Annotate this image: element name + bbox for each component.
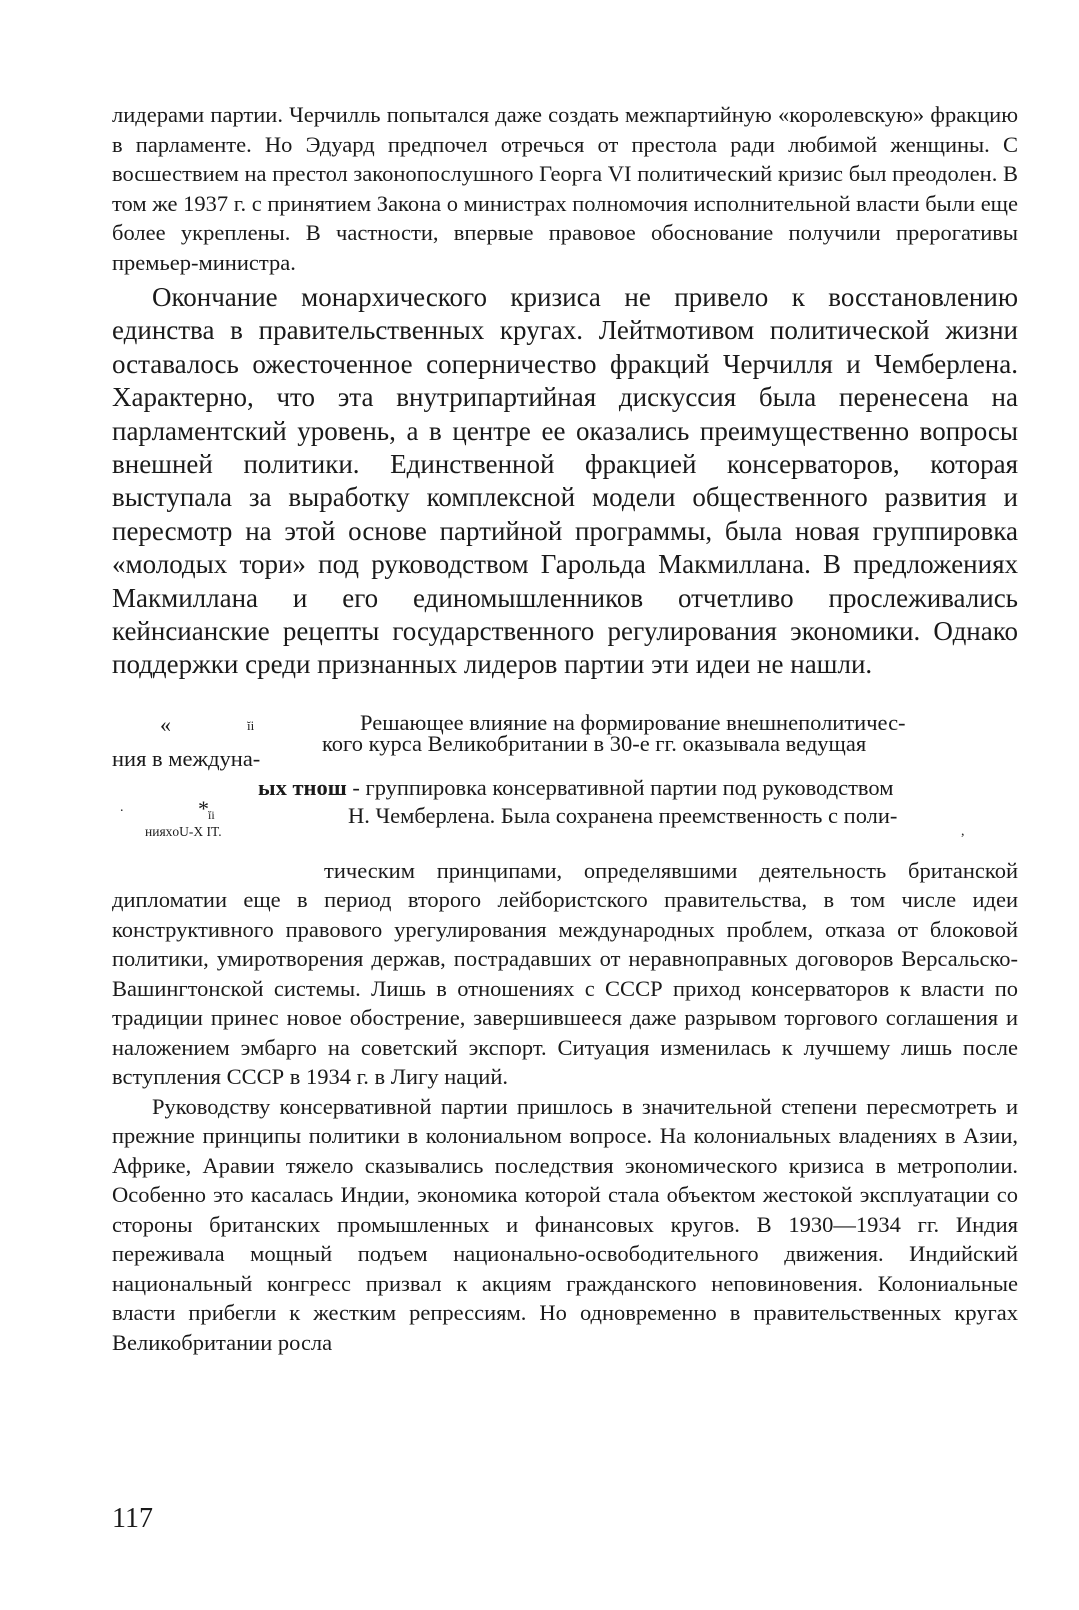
document-page: [112, 100, 1018, 1357]
paragraph-3-continued: тическим принципами, определявшими деятельность британской дипломатии еще в период второго лейбористского правительства, в том числе идеи конструктивного правового урегулирования международных проблем, отказа от блоковой политики, умиротворения держав, пострадавших от неравноправных договоров Версальско-Вашингтонской системы. Лишь в отношениях с СССР приход консерваторов к власти по традиции принес новое обострение, завершившееся даже разрывом торгового соглашения и наложением эмбарго на советский экспорт. Ситуация изменилась к лучшему лишь после вступления СССР в 1934 г. в Лигу наций.: [112, 857, 1018, 1090]
margin-line-2: кого курса Великобритании в 30-е гг. оказывала ведущая: [322, 730, 867, 756]
paragraph-2: Окончание монархического кризиса не привело к восстановлению единства в правительственных кругах. Лейтмотивом политической жизни оставалось ожесточенное соперничество фракций Черчилля и Чемберлена. Характерно, что эта внутрипартийная дискуссия была перенесена на парламентский уровень, а в центре ее оказались преимущественно вопросы внешней политики. Единственной фракцией консерваторов, которая выступала за выработку комплексной модели общественного развития и пересмотр на этой основе партийной программы, была новая группировка «молодых тори» под руководством Гарольда Макмиллана. В предложениях Макмиллана и его единомышленников отчетливо прослеживались кейнсианские рецепты государственного регулирования экономики. Однако поддержки среди признанных лидеров партии эти идеи не нашли.: [112, 282, 1018, 680]
margin-left-label: ния в междуна-: [112, 745, 261, 771]
margin-line-3: [258, 775, 893, 801]
margin-line-3-rest: - группировка консервативной партии под руководством: [346, 774, 894, 800]
paragraph-4: Руководству консервативной партии пришлось в значительной степени пересмотреть и прежние принципы политики в колониальном вопросе. На колониальных владениях в Азии, Африке, Аравии тяжело сказывались последствия экономического кризиса в метрополии. Особенно это касалась Индии, экономика которой стала объектом жестокой эксплуатации со стороны британских промышленных и финансовых кругов. В 1930—1934 гг. Индия переживала мощный подъем национально-освободительного движения. Индийский национальный конгресс призвал к акциям гражданского неповиновения. Колониальные власти прибегли к жестким репрессиям. Но одновременно в правительственных кругах Великобритании росла: [112, 1093, 1018, 1355]
margin-line-1: Решающее влияние на формирование внешнеполитичес-: [360, 709, 906, 735]
margin-glyph-2: ĭi: [208, 807, 215, 822]
page-number: 117: [112, 1503, 153, 1534]
margin-comma: ,: [961, 823, 965, 839]
margin-glyph: ĭi: [247, 717, 255, 733]
margin-quote-mark: «: [160, 711, 171, 737]
margin-cipher-label: нияхoU-X IT.: [145, 823, 222, 839]
margin-dot: .: [120, 799, 124, 815]
margin-bold-fragment: ых тнош: [258, 774, 347, 800]
margin-star: *: [198, 795, 209, 821]
paragraph-1: лидерами партии. Черчилль попытался даже создать межпартийную «королевскую» фракцию в парламенте. Но Эдуард предпочел отречься от престола ради любимой женщины. С восшествием на престол законопослушного Георга VI политический кризис был преодолен. В том же 1937 г. с принятием Закона о министрах полномочия исполнительной власти были еще более укреплены. В частности, впервые правовое обоснование получили прерогативы премьер-министра.: [112, 102, 1018, 275]
margin-note-block: [112, 710, 1018, 856]
margin-line-4: Н. Чемберлена. Была сохранена преемственность с поли-: [348, 802, 898, 828]
